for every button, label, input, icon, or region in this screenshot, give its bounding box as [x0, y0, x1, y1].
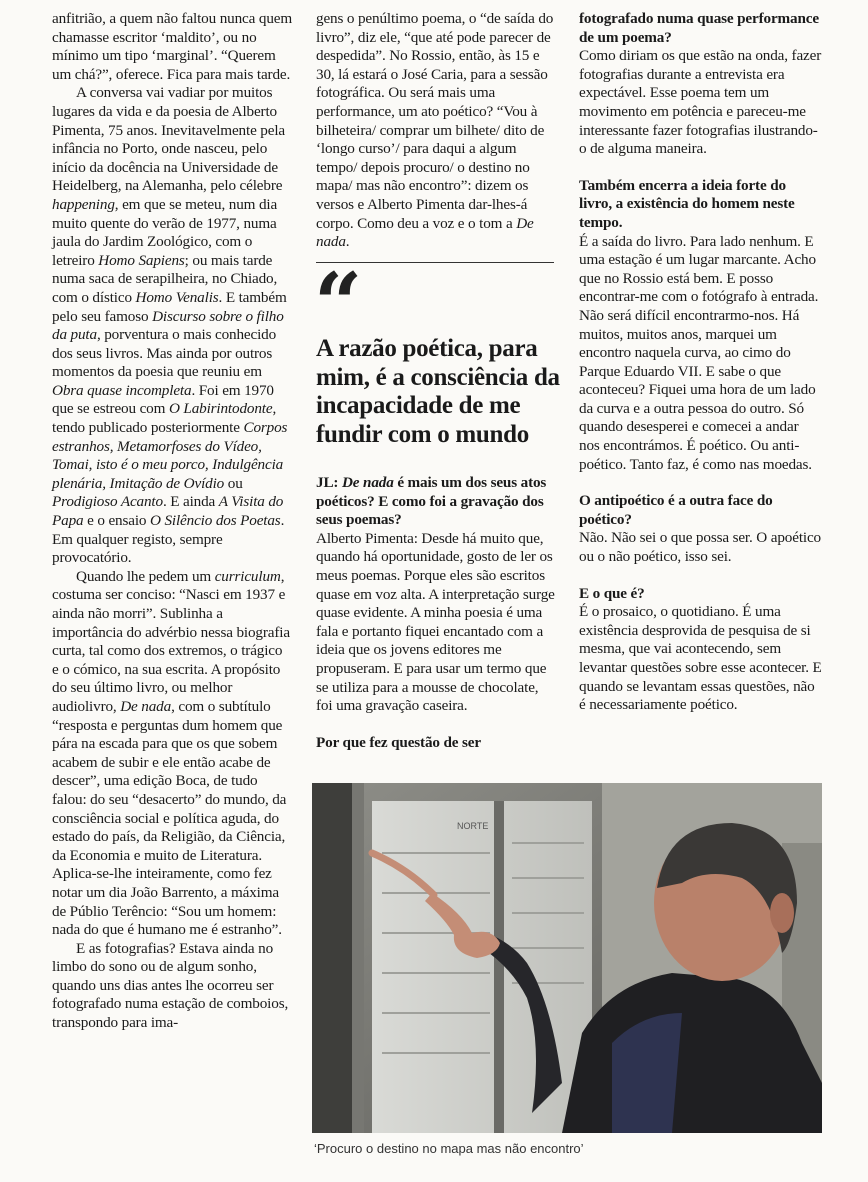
photo — [312, 783, 822, 1133]
sign-text: NORTE — [457, 821, 489, 831]
interview-block — [316, 474, 556, 752]
pull-quote: A razão poética, para mim, é a consciência da incapacidade de me fundir com o mundo — [316, 335, 560, 448]
paragraph: E as fotografias? Estava ainda no limbo do sono ou de algum sonho, quando uns dias antes lhe ocorreu ser fotografado numa estação de comboios, transpondo para ima- — [52, 939, 289, 1032]
paragraph: gens o penúltimo poema, o “de saída do livro”, diz ele, “que até pode parecer de despedida”. No Rossio, então, às 15 e 30, lá estará o José Caria, para a sessão fotográfica. Ou será mais uma performance, um ato poético? “Vou à bilheteira/ comprar um bilhete/ dito de ‘longo curso’/ para daqui a algum tempo/ depois procuro/ o destino no mapa/ mas não encontro”: dizem os versos e Alberto Pimenta dar-lhes-á corpo. Como deu a voz e o tom a De nada. — [316, 10, 554, 251]
paragraph: anfitrião, a quem não faltou nunca quem chamasse escritor ‘maldito’, ou no mínimo um tipo ‘marginal’. “Querem um chá?”, oferece. Fica para mais tarde. — [52, 10, 293, 83]
photo-caption: ‘Procuro o destino no mapa mas não encontro’ — [314, 1141, 584, 1156]
interview-question: E o que é? — [579, 584, 645, 602]
paragraph: A conversa vai vadiar por muitos lugares da vida e da poesia de Alberto Pimenta, 75 anos. Inevitavelmente pela infância no Porto, onde nasceu, pelo início da docência na Universidade de Heidelberg, na Alemanha, pelo célebre happening, em que se meteu, num dia muito quente do verão de 1977, numa jaula do Jardim Zoológico, com o letreiro Homo Sapiens; ou mais tarde numa saca de serapilheira, no Chiado, com o dístico Homo Venalis. E também pelo seu famoso Discurso sobre o filho da puta, porventura o mais conhecido dos seus livros. Mas ainda por outros momentos da poesia que reuniu em Obra quase incompleta. Foi em 1970 que se estreou com O Labirintodonte, tendo publicado posteriormente Corpos estranhos, Metamorfoses do Vídeo, Tomai, isto é o meu porco, Indulgência plenária, Imitação de Ovídio ou Prodigioso Acanto. E ainda A Visita do Papa e o ensaio O Silêncio dos Poetas. Em qualquer registo, sempre provocatório. — [52, 84, 288, 567]
interview-question: O antipoético é a outra face do poético? — [579, 492, 773, 528]
column-3 — [579, 10, 822, 715]
interview-answer: É a saída do livro. Para lado nenhum. E uma estação é um lugar marcante. Acho que no Rossio está bem. E posso encontrar-me com o fotógrafo à entrada. Não será difícil encontrarmo-nos. Há muitos, muitos anos, marquei um encontro naquela curva, ao cimo do Parque Eduardo VII. E sabe o que aconteceu? Fiquei uma hora de um lado da curva e a outra pessoa do outro. Só quando desesperei e comecei a andar nos encontrámos. É poético. Ou anti-poético. Tanto faz, é como nas moedas. — [579, 232, 819, 473]
interview-question: Também encerra a ideia forte do livro, a existência do homem neste tempo. — [579, 176, 795, 231]
quote-mark-icon: “ — [314, 254, 363, 353]
interview-question: Por que fez questão de ser — [316, 733, 481, 751]
interview-answer: Alberto Pimenta: Desde há muito que, quando há oportunidade, gosto de ler os meus poemas. Porque eles são escritos quase em voz alta. A interpretação surge quase evidente. A minha poesia é uma fala e portanto fiquei encantado com a ideia que os jovens editores me propuseram. E para usar um termo que se utiliza para a mousse de chocolate, foi uma gravação caseira. — [316, 529, 555, 715]
interview-answer: Como diriam os que estão na onda, fazer fotografias durante a entrevista era expectável. Esse poema tem um movimento em potência e pareceu-me interessante fazer fotografias ilustrando-o de alguma maneira. — [579, 47, 822, 158]
photo-illustration — [312, 783, 822, 1133]
column-2 — [316, 10, 556, 252]
interview-answer: Não. Não sei o que possa ser. O apoético ou o não poético, isso sei. — [579, 529, 821, 566]
interview-answer: É o prosaico, o quotidiano. É uma existência desprovida de pesquisa de si mesma, que vai acontecendo, sem levantar questões sobre esse acontecer. E quando se levantam essas questões, não é necessariamente poético. — [579, 603, 822, 714]
paragraph: Quando lhe pedem um curriculum, costuma ser conciso: “Nasci em 1937 e ainda não morri”. Sublinha a importância do advérbio nessa biografia curta, tal como dos extremos, o trágico e o cómico, na sua escrita. A propósito do seu último livro, ou melhor audiolivro, De nada, com o subtítulo “resposta e perguntas dum homem que pára na escada para que os que sobem acabem de subir e ele então acabe de descer”, uma edição Boca, de tudo falou: do seu “desacerto” do mundo, da consciência social e política aguda, do estado do país, da Religião, da Ciência, da Economia e muito de Literatura. Aplica-se-lhe inteiramente, como fez notar um dia João Barrento, a máxima de Públio Terêncio: “Sou um homem: nada do que é humano me é estranho”. — [52, 567, 290, 939]
interview-question: fotografado numa quase performance de um poema? — [579, 10, 819, 46]
column-1 — [52, 10, 292, 1033]
interview-question: JL: De nada é mais um dos seus atos poéticos? E como foi a gravação dos seus poemas? — [316, 474, 547, 529]
